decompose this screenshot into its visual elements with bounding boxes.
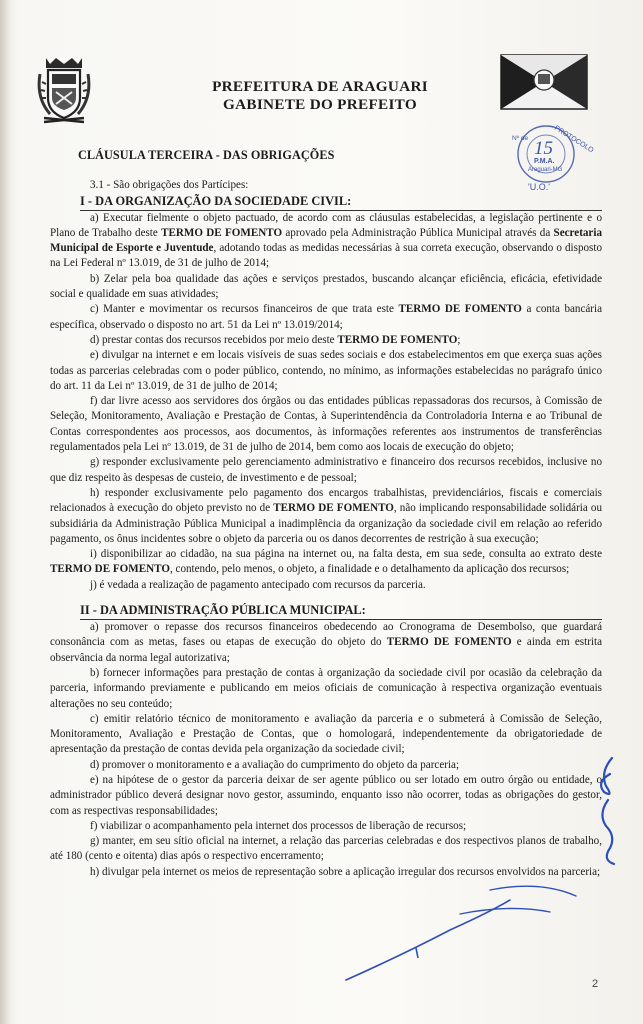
section-public-administration-items [50,620,602,880]
obligation-item: g) responder exclusivamente pelo gerenciamento administrativo e financeiro dos recursos recebidos, inclusive no que diz respeito às despesas de custeio, de investimento e de pessoal; [50,456,602,484]
obligation-item: e) divulgar na internet e em locais visíveis de suas sedes sociais e dos estabelecimentos em que exerça suas ações todas as parcerias celebradas com o poder público, contendo, no mínimo, as informações estabelecidas no parágrafo único do art. 11 da Lei nº 13.019, de 31 de julho de 2014; [50,349,602,392]
obligation-item: c) Manter e movimentar os recursos financeiros de que trata este TERMO DE FOMENTO a conta bancária específica, observado o disposto no art. 51 da Lei nº 13.019/2014; [50,303,603,331]
clause-title: CLÁUSULA TERCEIRA - DAS OBRIGAÇÕES [78,148,335,162]
obligation-item: e) na hipótese de o gestor da parceria deixar de ser agente público ou ser lotado em outro órgão ou entidade, o administrador público deverá designar novo gestor, assumindo, enquanto isso não ocorrer, todas as obrigações do gestor, com as respectivas responsabilidades; [50,773,602,817]
municipal-flag-icon [500,54,588,110]
obligation-item: c) emitir relatório técnico de monitoramento e avaliação da parceria e o submeterá à Comissão de Seleção, Monitoramento, Avaliação e Prestação de Contas, que o homologará, independentemente da obrigatoriedade de apresentação da prestação de contas devida pela organização da sociedade civil; [50,712,602,756]
clause-intro: 3.1 - São obrigações dos Partícipes: [90,179,249,192]
stamp-side-label: Nº de [512,135,529,142]
obligation-item: h) divulgar pela internet os meios de representação sobre a aplicação irregular dos recursos envolvidos na parceria; [90,865,601,878]
obligation-item: i) disponibilizar ao cidadão, na sua página na internet ou, na falta desta, em sua sede, consulta ao extrato deste TERMO DE FOMENTO, contendo, pelo menos, o objeto, a finalidade e o detalhamento da aplicação dos recursos; [50,548,602,576]
stamp-name: P.M.A. [534,158,555,165]
stamp-city: Araguari-MG [528,167,563,173]
document-body [50,148,602,880]
section-civil-society-items [50,211,602,593]
stamp-number: 15 [534,138,553,159]
obligation-item: h) responder exclusivamente pelo pagamento dos encargos trabalhistas, previdenciários, fiscais e comerciais relacionados à execução do objeto previsto no de TERMO DE FOMENTO, não implicando responsabilidade solidária ou subsidiária da Administração Pública Municipal a inadimplência da organização da sociedade civil em relação ao referido pagamento, os ônus incidentes sobre o objeto da parceria ou os danos decorrentes de restrição à sua execução; [50,486,602,545]
obligation-item: d) promover o monitoramento e a avaliação do cumprimento do objeto da parceria; [90,758,460,771]
obligation-item: g) manter, em seu sítio oficial na internet, a relação das parcerias celebradas e dos respectivos planos de trabalho, até 180 (cento e oitenta) dias após o respectivo encerramento; [50,835,602,863]
obligation-item: b) Zelar pela boa qualidade das ações e serviços prestados, buscando alcançar eficiência, eficácia, efetividade social e qualidade em suas atividades; [50,272,602,301]
section-heading-civil-society: I - DA ORGANIZAÇÃO DA SOCIEDADE CIVIL: [80,194,602,211]
obligation-item: a) Executar fielmente o objeto pactuado, de acordo com as cláusulas estabelecidas, a legislação pertinente e o Plano de Trabalho deste TERMO DE FOMENTO aprovado pela Administração Pública Municipal através da Secretaria Municipal de Esporte e Juventude, adotando todas as medidas necessárias à sua correta execução, observando o disposto na Lei Federal nº 13.019, de 31 de julho de 2014; [50,211,602,270]
obligation-item: f) dar livre acesso aos servidores dos órgãos ou das entidades públicas repassadoras dos recursos, à Comissão de Seleção, Monitoramento, Avaliação e Prestação de Contas, à Superintendência da Controladoria Interna e ao Tribunal de Contas correspondentes aos processos, aos documentos, às informações referentes aos instrumentos de transferências regulamentados pela Lei nº 13.019, de 31 de julho de 2014, bem como aos locais de execução do objeto; [50,395,602,454]
obligation-item: b) fornecer informações para prestação de contas à organização da sociedade civil por ocasião da celebração da parceria, informando previamente e publicando em meios oficiais de comunicação à respectiva organização eventuais alterações no seu conteúdo; [50,666,602,710]
obligation-item: j) é vedada a realização de pagamento antecipado com recursos da parceria. [90,578,426,591]
obligation-item: f) viabilizar o acompanhamento pela internet dos processos de liberação de recursos; [90,819,467,832]
page-shadow-edge [0,0,10,1024]
section-heading-public-administration: II - DA ADMINISTRAÇÃO PÚBLICA MUNICIPAL: [80,603,602,620]
letterhead-line-2: GABINETE DO PREFEITO [223,96,417,113]
coat-of-arms-icon [36,54,92,126]
stamp-label-top: PROTOCOLO [552,124,595,155]
obligation-item: d) prestar contas dos recursos recebidos por meio deste TERMO DE FOMENTO; [90,333,461,346]
page-number: 2 [592,978,599,990]
letterhead-line-1: PREFEITURA DE ARAGUARI [212,78,428,95]
stamp-bottom: 'U.O.' [528,182,550,192]
obligation-item: a) promover o repasse dos recursos financeiros obedecendo ao Cronograma de Desembolso, que guardará consonância com as metas, fases ou etapas de execução do objeto do TERMO DE FOMENTO e ainda em estrita observância da norma legal autorizativa; [50,621,602,664]
letterhead-title [130,78,510,114]
